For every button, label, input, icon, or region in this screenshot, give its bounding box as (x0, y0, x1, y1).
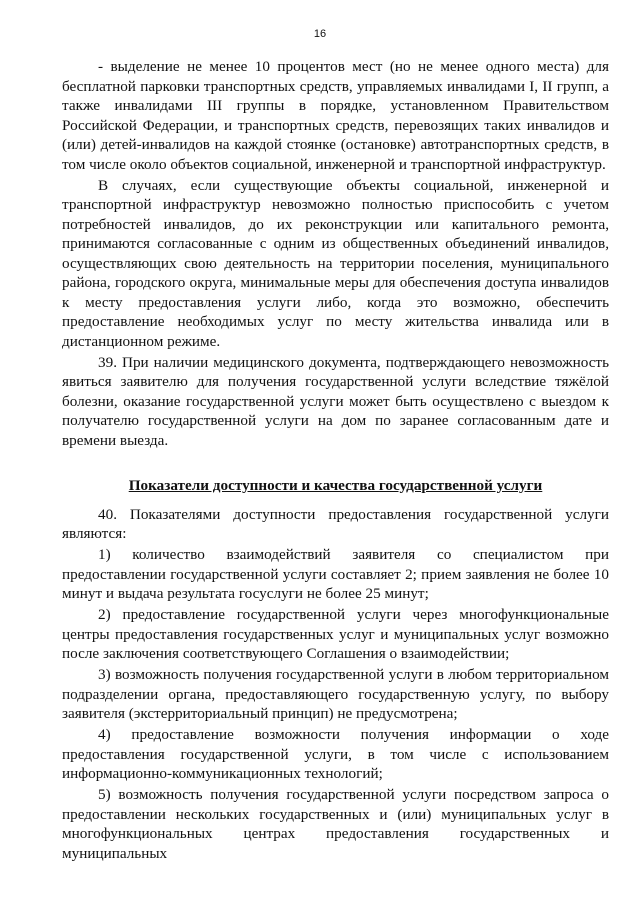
list-item-3: 3) возможность получения государственной услуги в любом территориальном подразделении органа, предоставляющего государственную услугу, по выбору заявителя (экстерриториальный принцип) не предусмотрена; (62, 666, 609, 722)
document-body (62, 57, 609, 865)
page-number: 16 (313, 28, 327, 40)
paragraph-parking: - выделение не менее 10 процентов мест (но не менее одного места) для бесплатной парковки транспортных средств, управляемых инвалидами I, II групп, а также инвалидами III группы в порядке, установленном Правительством Российской Федерации, и транспортных средств, перевозящих таких инвалидов и (или) детей-инвалидов на каждой стоянке (остановке) автотранспортных средств, в том числе около объектов социальной, инженерной и транспортной инфраструктур. (62, 58, 609, 173)
list-item-5: 5) возможность получения государственной услуги посредством запроса о предоставлении нескольких государственных и (или) муниципальных услуг в многофункциональных центрах предоставления государственных и муниципальных (62, 786, 609, 862)
section-heading: Показатели доступности и качества государственной услуги (128, 477, 543, 494)
list-item-2: 2) предоставление государственной услуги через многофункциональные центры предоставления государственных услуг и муниципальных услуг возможно после заключения соответствующего Соглашения о взаимодействии; (62, 606, 609, 662)
list-item-4: 4) предоставление возможности получения информации о ходе предоставления государственной услуги, в том числе с использованием информационно-коммуникационных технологий; (62, 726, 609, 782)
paragraph-40: 40. Показателями доступности предоставления государственной услуги являются: (62, 505, 609, 542)
paragraph-adaptation: В случаях, если существующие объекты социальной, инженерной и транспортной инфраструктур невозможно полностью приспособить с учетом потребностей инвалидов, до их реконструкции или капитального ремонта, принимаются согласованные с одним из общественных объединений инвалидов, осуществляющих свою деятельность на территории поселения, муниципального района, городского округа, минимальные меры для обеспечения доступа инвалидов к месту предоставления услуги либо, когда это возможно, обеспечить предоставление необходимых услуг по месту жительства инвалида или в дистанционном режиме. (62, 176, 609, 350)
paragraph-39: 39. При наличии медицинского документа, подтверждающего невозможность явиться заявителю для получения государственной услуги вследствие тяжёлой болезни, оказание государственной услуги может быть осуществлено с выездом к получателю государственной услуги на дом по заранее согласованным дате и времени выезда. (62, 353, 609, 449)
list-item-1: 1) количество взаимодействий заявителя со специалистом при предоставлении государственной услуги составляет 2; прием заявления не более 10 минут и выдача результата госуслуги не более 25 минут; (62, 546, 609, 602)
